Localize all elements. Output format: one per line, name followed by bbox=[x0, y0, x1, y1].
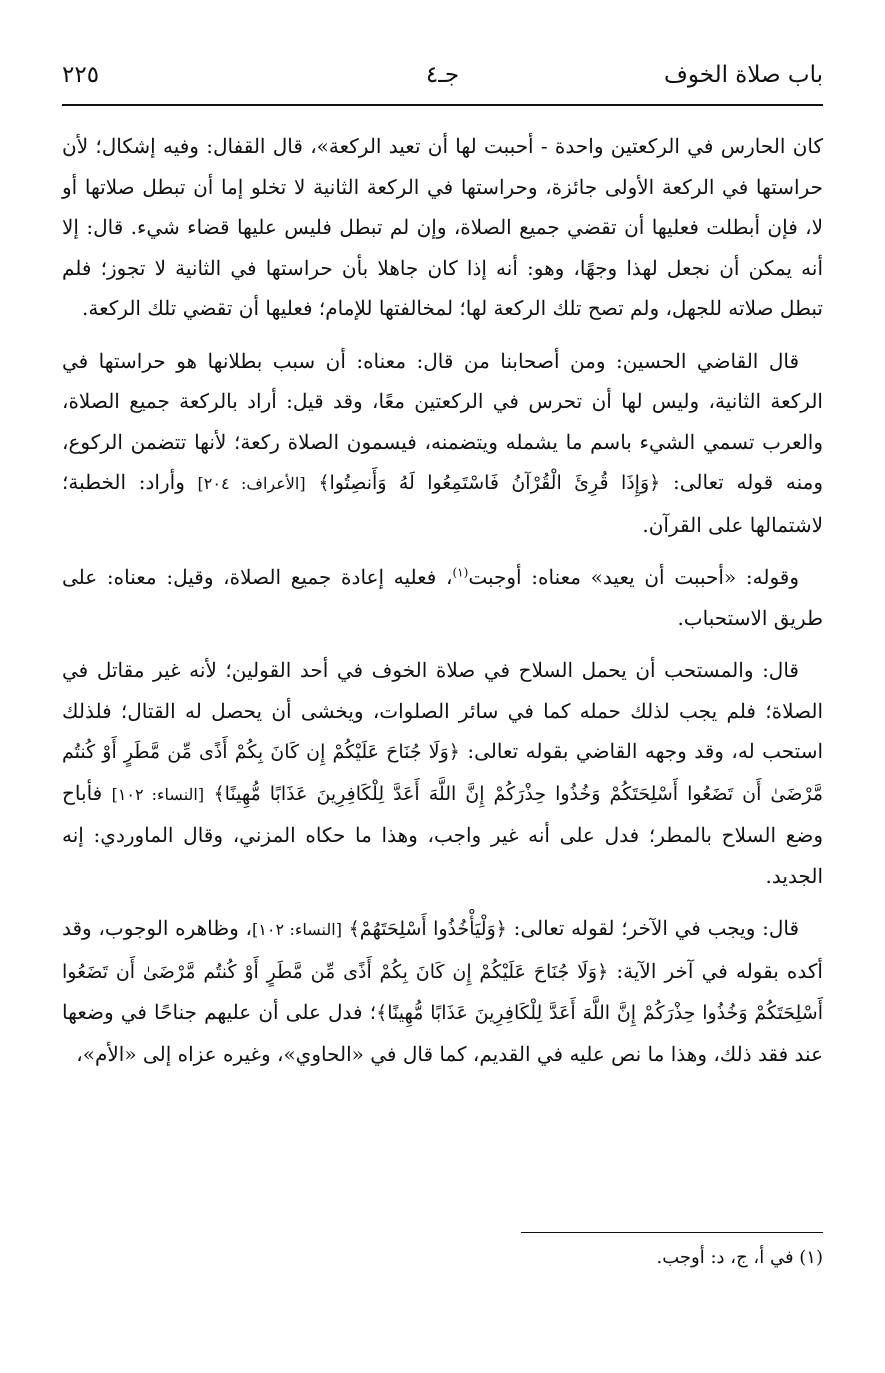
page-number: ٢٢٥ bbox=[62, 62, 100, 88]
volume-label: جـ٤ bbox=[425, 62, 460, 88]
paragraph-text: ، وظاهره الوجوب، وقد أكده بقوله في آخر الآية: bbox=[62, 916, 823, 983]
footnote bbox=[62, 1244, 823, 1272]
paragraph-text: وأراد: الخطبة؛ لاشتمالها على القرآن. bbox=[62, 470, 823, 537]
paragraph-text: ؛ فدل على أن عليهم جناحًا في وضعها عند فقد ذلك، وهذا ما نص عليه في القديم، كما قال في «الحاوي»، وغيره عزاه إلى «الأم»، bbox=[62, 1000, 823, 1066]
paragraph-2 bbox=[62, 341, 823, 546]
paragraph-4 bbox=[62, 650, 823, 896]
quran-quote: ﴿وَلَا جُنَاحَ عَلَيْكُمْ إِن كَانَ بِكُمْ أَذًى مِّن مَّطَرٍ أَوْ كُنتُم مَّرْضَىٰ أَن تَضَعُوا أَسْلِحَتَكُمْ وَخُذُوا حِذْرَكُمْ إِنَّ اللَّهَ أَعَدَّ لِلْكَافِرِينَ عَذَابًا مُّهِينًا﴾ bbox=[62, 741, 823, 805]
quran-quote: ﴿وَلْيَأْخُذُوا أَسْلِحَتَهُمْ﴾ bbox=[348, 918, 507, 940]
chapter-title: باب صلاة الخوف bbox=[664, 62, 823, 88]
footnote-marker[interactable]: (١) bbox=[452, 565, 469, 580]
verse-reference: [الأعراف: ٢٠٤] bbox=[197, 474, 306, 493]
paragraph-text: كان الحارس في الركعتين واحدة - أحببت لها أن تعيد الركعة»، قال القفال: وفيه إشكال؛ لأن حراستها في الركعة الأولى جائزة، وحراستها في الركعة الثانية لا تخلو إما أن تبطل صلاتها أو لا، فإن أبطلت فعليها أن تقضي جميع الصلاة، وإن لم تبطل فليس عليها قضاء شيء. قال: إلا أنه يمكن أن نجعل لهذا وجهًا، وهو: أنه إذا كان جاهلا بأن حراستها في الثانية لا تجوز؛ فلم تبطل صلاته للجهل، ولم تصح تلك الركعة لها؛ لمخالفتها للإمام؛ فعليها أن تقضي تلك الركعة. bbox=[62, 134, 823, 320]
paragraph-1 bbox=[62, 126, 823, 329]
header-rule bbox=[62, 104, 823, 106]
footnote-text: (١) في أ، ج، د: أوجب. bbox=[656, 1247, 823, 1268]
paragraph-text: قال القاضي الحسين: ومن أصحابنا من قال: معناه: أن سبب بطلانها هو حراستها في الركعة الثانية، وليس لها أن تحرس في الركعتين معًا، وقد قيل: أراد بالركعة جميع الصلاة، والعرب تسمي الشيء باسم ما يشمله ويتضمنه، فيسمون الصلاة ركعة؛ لأنها تتضمن الركوع، ومنه قوله تعالى: bbox=[62, 348, 824, 494]
page-header bbox=[62, 58, 823, 106]
quran-quote: ﴿وَإِذَا قُرِئَ الْقُرْآنُ فَاسْتَمِعُوا لَهُ وَأَنصِتُوا﴾ bbox=[318, 472, 661, 494]
paragraph-5 bbox=[62, 908, 823, 1074]
footnote-rule bbox=[521, 1232, 823, 1233]
verse-reference: [النساء: ١٠٢] bbox=[111, 784, 205, 804]
verse-reference: [النساء: ١٠٢] bbox=[252, 920, 342, 939]
paragraph-3 bbox=[62, 557, 823, 638]
paragraph-text: قال: والمستحب أن يحمل السلاح في صلاة الخوف في أحد القولين؛ لأنه غير مقاتل في الصلاة؛ فلم يجب لذلك حمله كما في سائر الصلوات، ويخشى أن يحصل له القتال؛ فلذلك استحب له، وقد وجهه القاضي بقوله تعالى: bbox=[62, 658, 824, 763]
paragraph-text: ، فعليه إعادة جميع الصلاة، وقيل: معناه: على طريق الاستحباب. bbox=[62, 565, 823, 630]
paragraph-text: وقوله: «أحببت أن يعيد» معناه: أوجبت bbox=[468, 565, 799, 589]
quran-quote: ﴿وَلَا جُنَاحَ عَلَيْكُمْ إِن كَانَ بِكُمْ أَذًى مِّن مَّطَرٍ أَوْ كُنتُم مَّرْضَىٰ أَن تَضَعُوا أَسْلِحَتَكُمْ وَخُذُوا حِذْرَكُمْ إِنَّ اللَّهَ أَعَدَّ لِلْكَافِرِينَ عَذَابًا مُّهِينًا﴾ bbox=[62, 960, 823, 1024]
main-text bbox=[62, 126, 823, 1086]
paragraph-text: فأباح وضع السلاح بالمطر؛ فدل على أنه غير واجب، وهذا ما حكاه المزني، وقال الماوردي: إنه الجديد. bbox=[62, 780, 823, 888]
paragraph-text: قال: ويجب في الآخر؛ لقوله تعالى: bbox=[506, 916, 799, 940]
